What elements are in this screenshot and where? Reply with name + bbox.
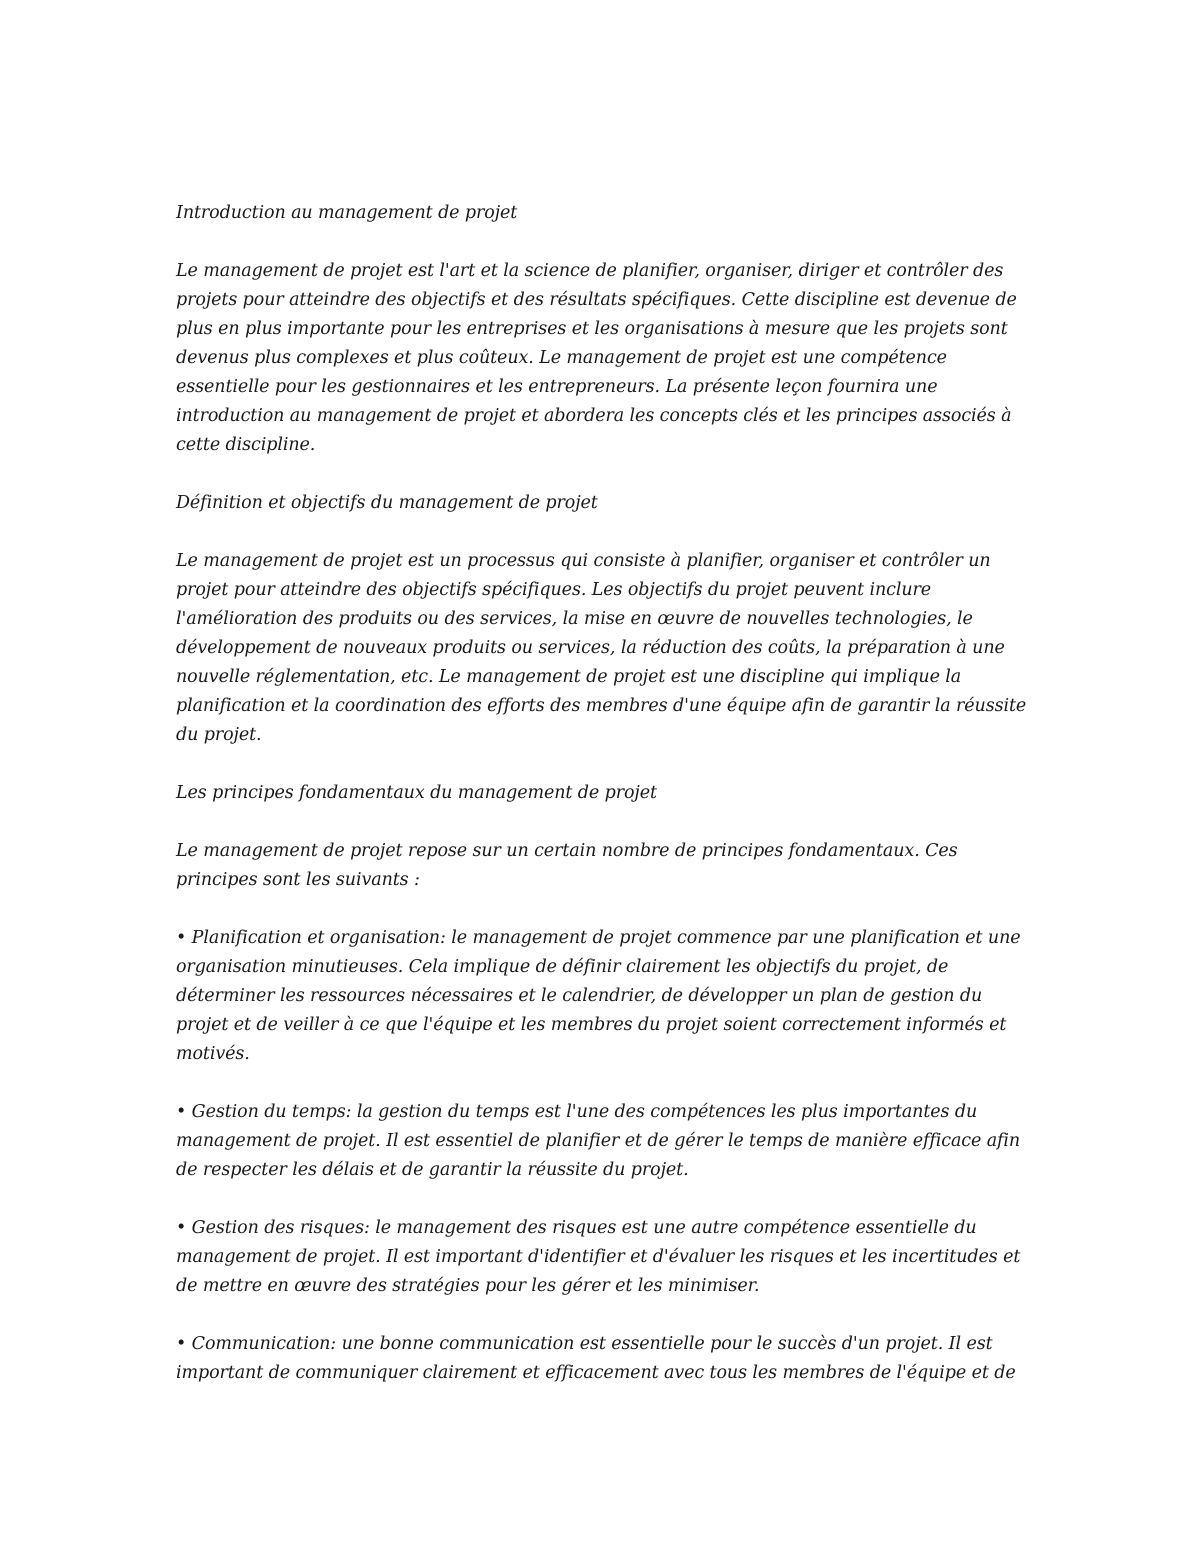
section-heading-principles: Les principes fondamentaux du management de projet (176, 783, 657, 803)
principles-paragraph: Le management de projet repose sur un certain nombre de principes fondamentaux. Ces principes sont les suivants : (176, 841, 958, 890)
section-heading-definition: Définition et objectifs du management de projet (176, 493, 598, 513)
bullet-planning: • Planification et organisation: le management de projet commence par une planification et une organisation minutieuses. Cela implique de définir clairement les objectifs du projet, de déterminer les ressources nécessaires et le calendrier, de développer un plan de gestion du projet et de veiller à ce que l'équipe et les membres du projet soient correctement informés et motivés. (176, 928, 1021, 1064)
intro-paragraph: Le management de projet est l'art et la science de planifier, organiser, diriger et contrôler des projets pour atteindre des objectifs et des résultats spécifiques. Cette discipline est devenue de plus en plus importante pour les entreprises et les organisations à mesure que les projets sont devenus plus complexes et plus coûteux. Le management de projet est une compétence essentielle pour les gestionnaires et les entrepreneurs. La présente leçon fournira une introduction au management de projet et abordera les concepts clés et les principes associés à cette discipline. (176, 261, 1017, 455)
bullet-time-management: • Gestion du temps: la gestion du temps est l'une des compétences les plus importantes du management de projet. Il est essentiel de planifier et de gérer le temps de manière efficace afin de respecter les délais et de garantir la réussite du projet. (176, 1102, 1021, 1180)
definition-paragraph: Le management de projet est un processus qui consiste à planifier, organiser et contrôler un projet pour atteindre des objectifs spécifiques. Les objectifs du projet peuvent inclure l'amélioration des produits ou des services, la mise en œuvre de nouvelles technologies, le développement de nouveaux produits ou services, la réduction des coûts, la préparation à une nouvelle réglementation, etc. Le management de projet est une discipline qui implique la planification et la coordination des efforts des membres d'une équipe afin de garantir la réussite du projet. (176, 551, 1027, 745)
bullet-communication: • Communication: une bonne communication est essentielle pour le succès d'un projet. Il est important de communiquer clairement et efficacement avec tous les membres de l'équipe et de (176, 1334, 1016, 1383)
document-title: Introduction au management de projet (176, 203, 518, 223)
bullet-risk-management: • Gestion des risques: le management des risques est une autre compétence essentielle du management de projet. Il est important d'identifier et d'évaluer les risques et les incertitudes et de mettre en œuvre des stratégies pour les gérer et les minimiser. (176, 1218, 1021, 1296)
document-body (176, 199, 1036, 1417)
